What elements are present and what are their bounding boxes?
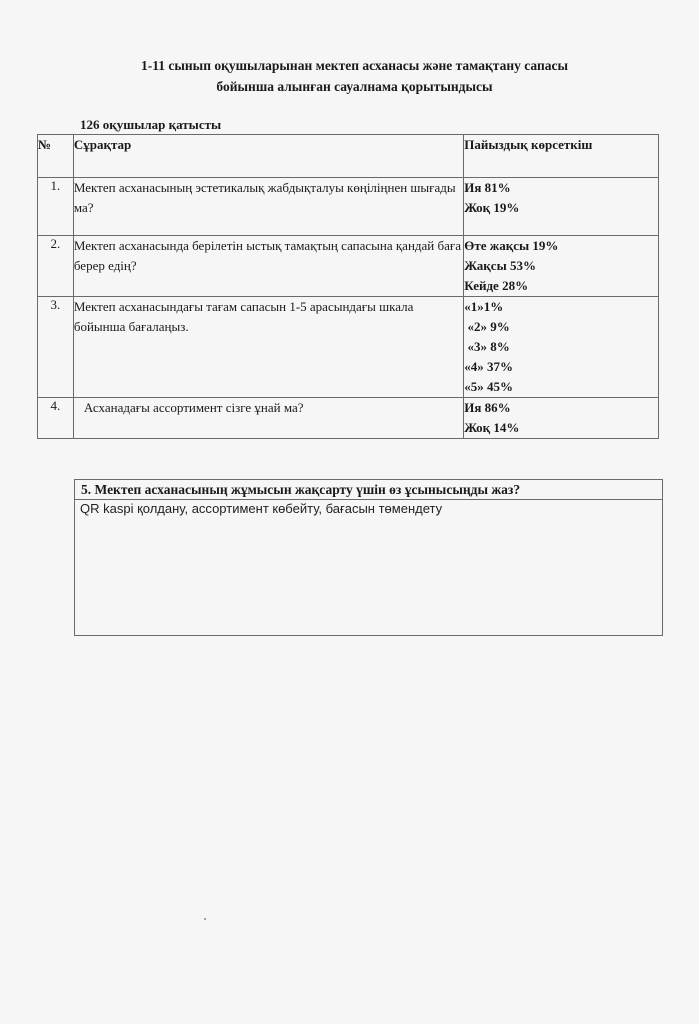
table-row [38,236,659,297]
answer-value: «5» 45% [464,379,514,394]
row-number: 1. [38,178,74,236]
header-number: № [38,135,74,178]
answer-value: «2» 9% [464,319,510,334]
answer-value: Жақсы 53% [464,258,536,273]
document-title [0,55,699,97]
answer-value: «4» 37% [464,359,514,374]
answer-value: Ия 86% [464,400,511,415]
row-number: 2. [38,236,74,297]
row-number: 3. [38,297,74,398]
answer-value: Өте жақсы 19% [464,238,559,253]
table-row [38,178,659,236]
question-5-answer: QR kaspi қолдану, ассортимент көбейту, бағасын төмендету [80,501,443,516]
table-row [38,398,659,439]
row-number: 4. [38,398,74,439]
row-answers [464,398,659,439]
survey-results-table [37,134,659,439]
header-question: Сұрақтар [73,135,463,178]
row-answers [464,178,659,236]
row-question: Мектеп асханасының эстетикалық жабдықталуы көңіліңнен шығады ма? [73,178,463,236]
row-question: Мектеп асханасында берілетін ыстық тамақтың сапасына қандай баға берер едің? [73,236,463,297]
scan-speck [204,918,206,920]
participants-count: 126 оқушылар қатысты [80,117,222,132]
answer-value: «1»1% [464,299,504,314]
answer-value: Жоқ 19% [464,200,520,215]
row-question: Асханадағы ассортимент сізге ұнай ма? [73,398,463,439]
table-row [38,297,659,398]
title-line-1: 1-11 сынып оқушыларынан мектеп асханасы және тамақтану сапасы [140,58,569,73]
title-line-2: бойынша алынған сауалнама қорытындысы [216,79,493,94]
answer-value: Ия 81% [464,180,511,195]
answer-value: «3» 8% [464,339,510,354]
question-5-box [74,479,663,636]
question-5-header: 5. Мектеп асханасының жұмысын жақсарту үшін өз ұсынысыңды жаз? [75,480,662,500]
header-percentage: Пайыздық көрсеткіш [464,135,659,178]
table-header-row [38,135,659,178]
row-answers [464,297,659,398]
answer-value: Кейде 28% [464,278,529,293]
row-question: Мектеп асханасындағы тағам сапасын 1-5 арасындағы шкала бойынша бағалаңыз. [73,297,463,398]
row-answers [464,236,659,297]
answer-value: Жоқ 14% [464,420,520,435]
